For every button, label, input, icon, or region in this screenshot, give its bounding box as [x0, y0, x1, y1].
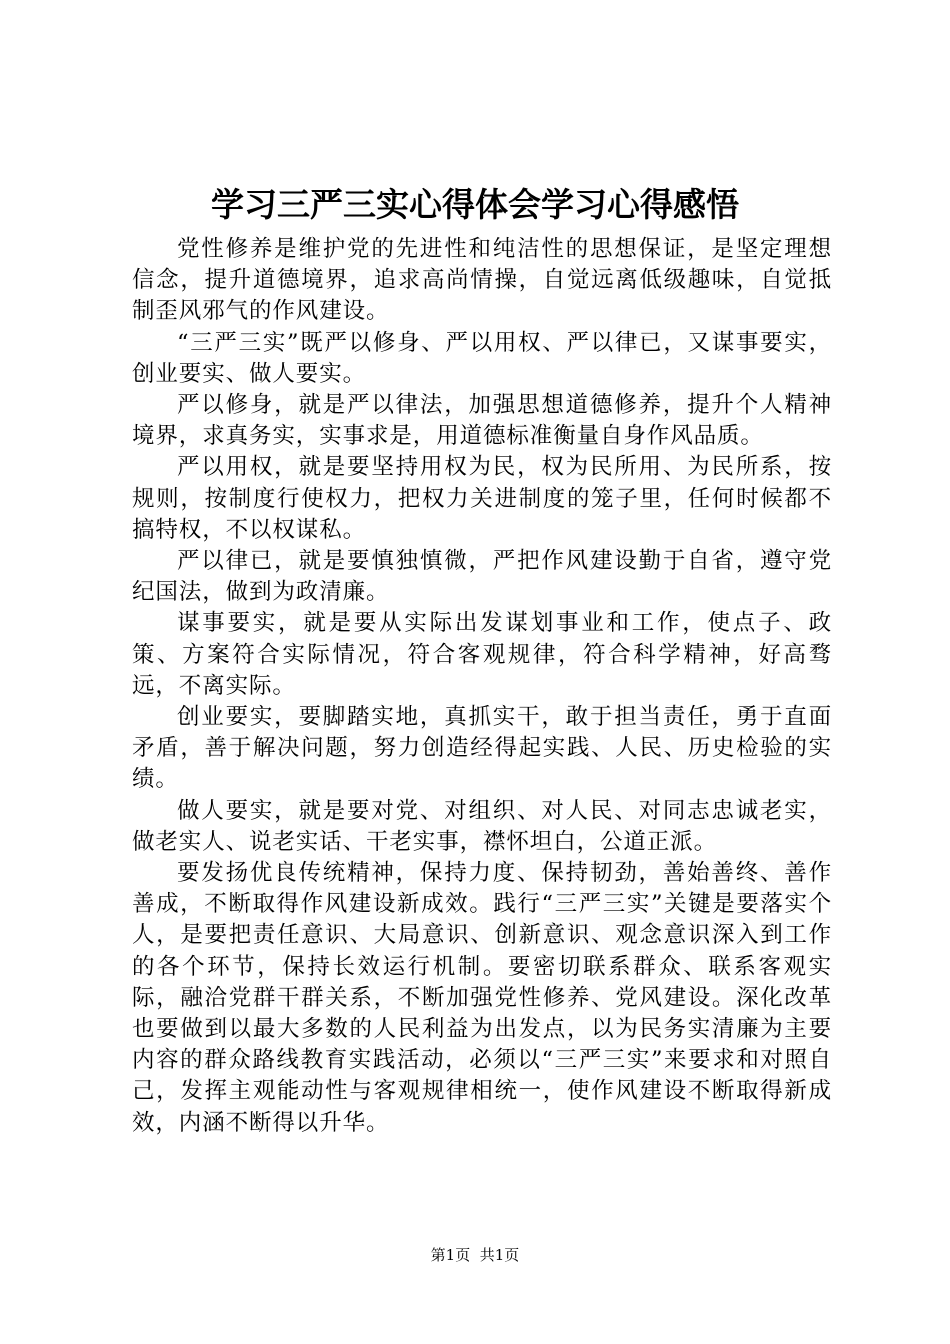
paragraph-3: 严以修身，就是严以律法，加强思想道德修养，提升个人精神境界，求真务实，实事求是，用道德标准衡量自身作风品质。	[132, 392, 832, 450]
paragraph-5: 严以律已，就是要慎独慎微，严把作风建设勤于自省，遵守党纪国法，做到为政清廉。	[132, 548, 832, 606]
page-footer	[0, 1244, 950, 1266]
paragraph-4: 严以用权，就是要坚持用权为民，权为民所用、为民所系，按规则，按制度行使权力，把权力关进制度的笼子里，任何时候都不搞特权，不以权谋私。	[132, 454, 832, 543]
page-number: 第1页	[430, 1246, 471, 1264]
paragraph-9: 要发扬优良传统精神，保持力度、保持韧劲，善始善终、善作善成，不断取得作风建设新成效。践行“三严三实”关键是要落实个人，是要把责任意识、大局意识、创新意识、观念意识深入到工作的各个环节，保持长效运行机制。要密切联系群众、联系客观实际，融洽党群干群关系，不断加强党性修养、党风建设。深化改革也要做到以最大多数的人民利益为出发点，以为民务实清廉为主要内容的群众路线教育实践活动，必须以“三严三实”来要求和对照自己，发挥主观能动性与客观规律相统一，使作风建设不断取得新成效，内涵不断得以升华。	[132, 860, 832, 1136]
paragraph-2: “三严三实”既严以修身、严以用权、严以律已，又谋事要实，创业要实、做人要实。	[132, 329, 832, 387]
paragraph-1: 党性修养是维护党的先进性和纯洁性的思想保证，是坚定理想信念，提升道德境界，追求高尚情操，自觉远离低级趣味，自觉抵制歪风邪气的作风建设。	[132, 236, 832, 325]
paragraph-8: 做人要实，就是要对党、对组织、对人民、对同志忠诚老实，做老实人、说老实话、干老实事，襟怀坦白，公道正派。	[132, 797, 832, 855]
paragraph-7: 创业要实，要脚踏实地，真抓实干，敢于担当责任，勇于直面矛盾，善于解决问题，努力创造经得起实践、人民、历史检验的实绩。	[132, 704, 832, 793]
footer-spacer	[470, 1246, 480, 1264]
paragraph-6: 谋事要实，就是要从实际出发谋划事业和工作，使点子、政策、方案符合实际情况，符合客观规律，符合科学精神，好高骛远，不离实际。	[132, 610, 832, 699]
page-total: 共1页	[479, 1246, 520, 1264]
document-body	[132, 234, 832, 1139]
document-title: 学习三严三实心得体会学习心得感悟	[211, 185, 739, 224]
